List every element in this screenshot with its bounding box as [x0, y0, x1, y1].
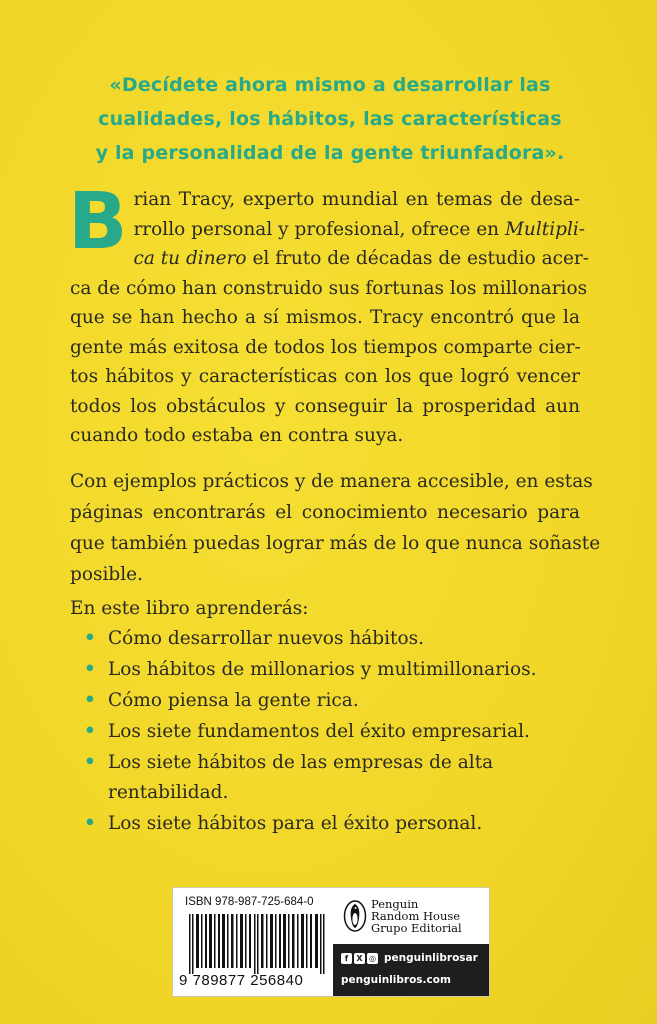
pull-quote: [60, 68, 600, 170]
intro-paragraph: [68, 177, 590, 451]
list-item-text: Los siete hábitos de las empresas de alta: [108, 752, 494, 773]
list-item-text: Los hábitos de millonarios y multimillonarios.: [108, 659, 537, 680]
list-item: [84, 624, 584, 654]
text-line: Con ejemplos prácticos y de manera accesible, en estas: [70, 471, 593, 492]
bullet-icon: •: [84, 690, 96, 711]
text-line: que también puedas lograr más de lo que nunca soñaste: [70, 533, 601, 554]
text-line: tos hábitos y características con los que logró vencer: [70, 366, 580, 387]
text-line: rian Tracy, experto mundial en temas de desa-: [133, 189, 580, 210]
text-line: que se han hecho a sí mismos. Tracy encontró que la: [70, 307, 580, 328]
list-item: [84, 717, 584, 747]
publisher-website: penguinlibros.com: [341, 974, 451, 986]
learn-list: [84, 624, 584, 840]
instagram-icon: ◎: [367, 953, 378, 964]
text-segment: el fruto de décadas de estudio acer-: [246, 248, 590, 269]
quote-line: y la personalidad de la gente triunfadora».: [95, 142, 565, 164]
bullet-icon: •: [84, 813, 96, 834]
list-item-text: Cómo desarrollar nuevos hábitos.: [108, 628, 424, 649]
list-item-text: Los siete hábitos para el éxito personal.: [108, 813, 483, 834]
list-item: [84, 809, 584, 839]
second-paragraph: [70, 466, 601, 590]
list-item: [84, 686, 584, 716]
social-handle: penguinlibrosar: [384, 952, 478, 964]
barcode-number: 9 789877 256840: [179, 972, 304, 989]
list-item-text: Los siete fundamentos del éxito empresarial.: [108, 721, 530, 742]
publisher-block: [333, 888, 489, 996]
barcode-icon: [187, 914, 327, 974]
book-title-italic: Multipli-: [504, 218, 586, 240]
penguin-icon: [343, 900, 367, 932]
quote-line: «Decídete ahora mismo a desarrollar las: [109, 74, 551, 96]
bullet-icon: •: [84, 628, 96, 649]
publisher-name: [371, 898, 462, 934]
publisher-logo-area: [333, 888, 489, 944]
text-segment: rrollo personal y profesional, ofrece en: [133, 218, 505, 240]
text-line: [70, 215, 586, 245]
social-row: [341, 952, 478, 964]
text-line: gente más exitosa de todos los tiempos comparte cier-: [70, 336, 581, 358]
isbn-label: ISBN 978-987-725-684-0: [185, 896, 314, 908]
text-line: ca de cómo han construido sus fortunas los millonarios: [70, 277, 588, 299]
publisher-name-line: Grupo Editorial: [371, 921, 462, 935]
text-line: posible.: [70, 564, 143, 585]
list-item: [84, 655, 584, 685]
barcode-panel: [172, 887, 490, 997]
learn-heading: En este libro aprenderás:: [70, 598, 309, 619]
text-line: [70, 244, 590, 274]
bullet-icon: •: [84, 659, 96, 680]
publisher-name-line: Penguin: [371, 897, 419, 911]
publisher-name-line: Random House: [371, 909, 461, 923]
drop-cap: B: [68, 177, 128, 267]
bullet-icon: •: [84, 752, 96, 773]
text-line: todos los obstáculos y conseguir la prosperidad aun: [70, 395, 580, 417]
text-line: cuando todo estaba en contra suya.: [70, 425, 404, 446]
text-line: páginas encontrarás el conocimiento necesario para: [70, 502, 580, 523]
facebook-icon: f: [341, 953, 352, 964]
bullet-icon: •: [84, 721, 96, 742]
book-title-italic: ca tu dinero: [133, 248, 247, 269]
quote-line: cualidades, los hábitos, las características: [98, 108, 562, 130]
x-icon: X: [354, 953, 365, 964]
publisher-contact: [333, 944, 489, 996]
list-item-text: Cómo piensa la gente rica.: [108, 690, 359, 711]
list-item-text: rentabilidad.: [108, 782, 229, 803]
list-item: [84, 748, 584, 808]
